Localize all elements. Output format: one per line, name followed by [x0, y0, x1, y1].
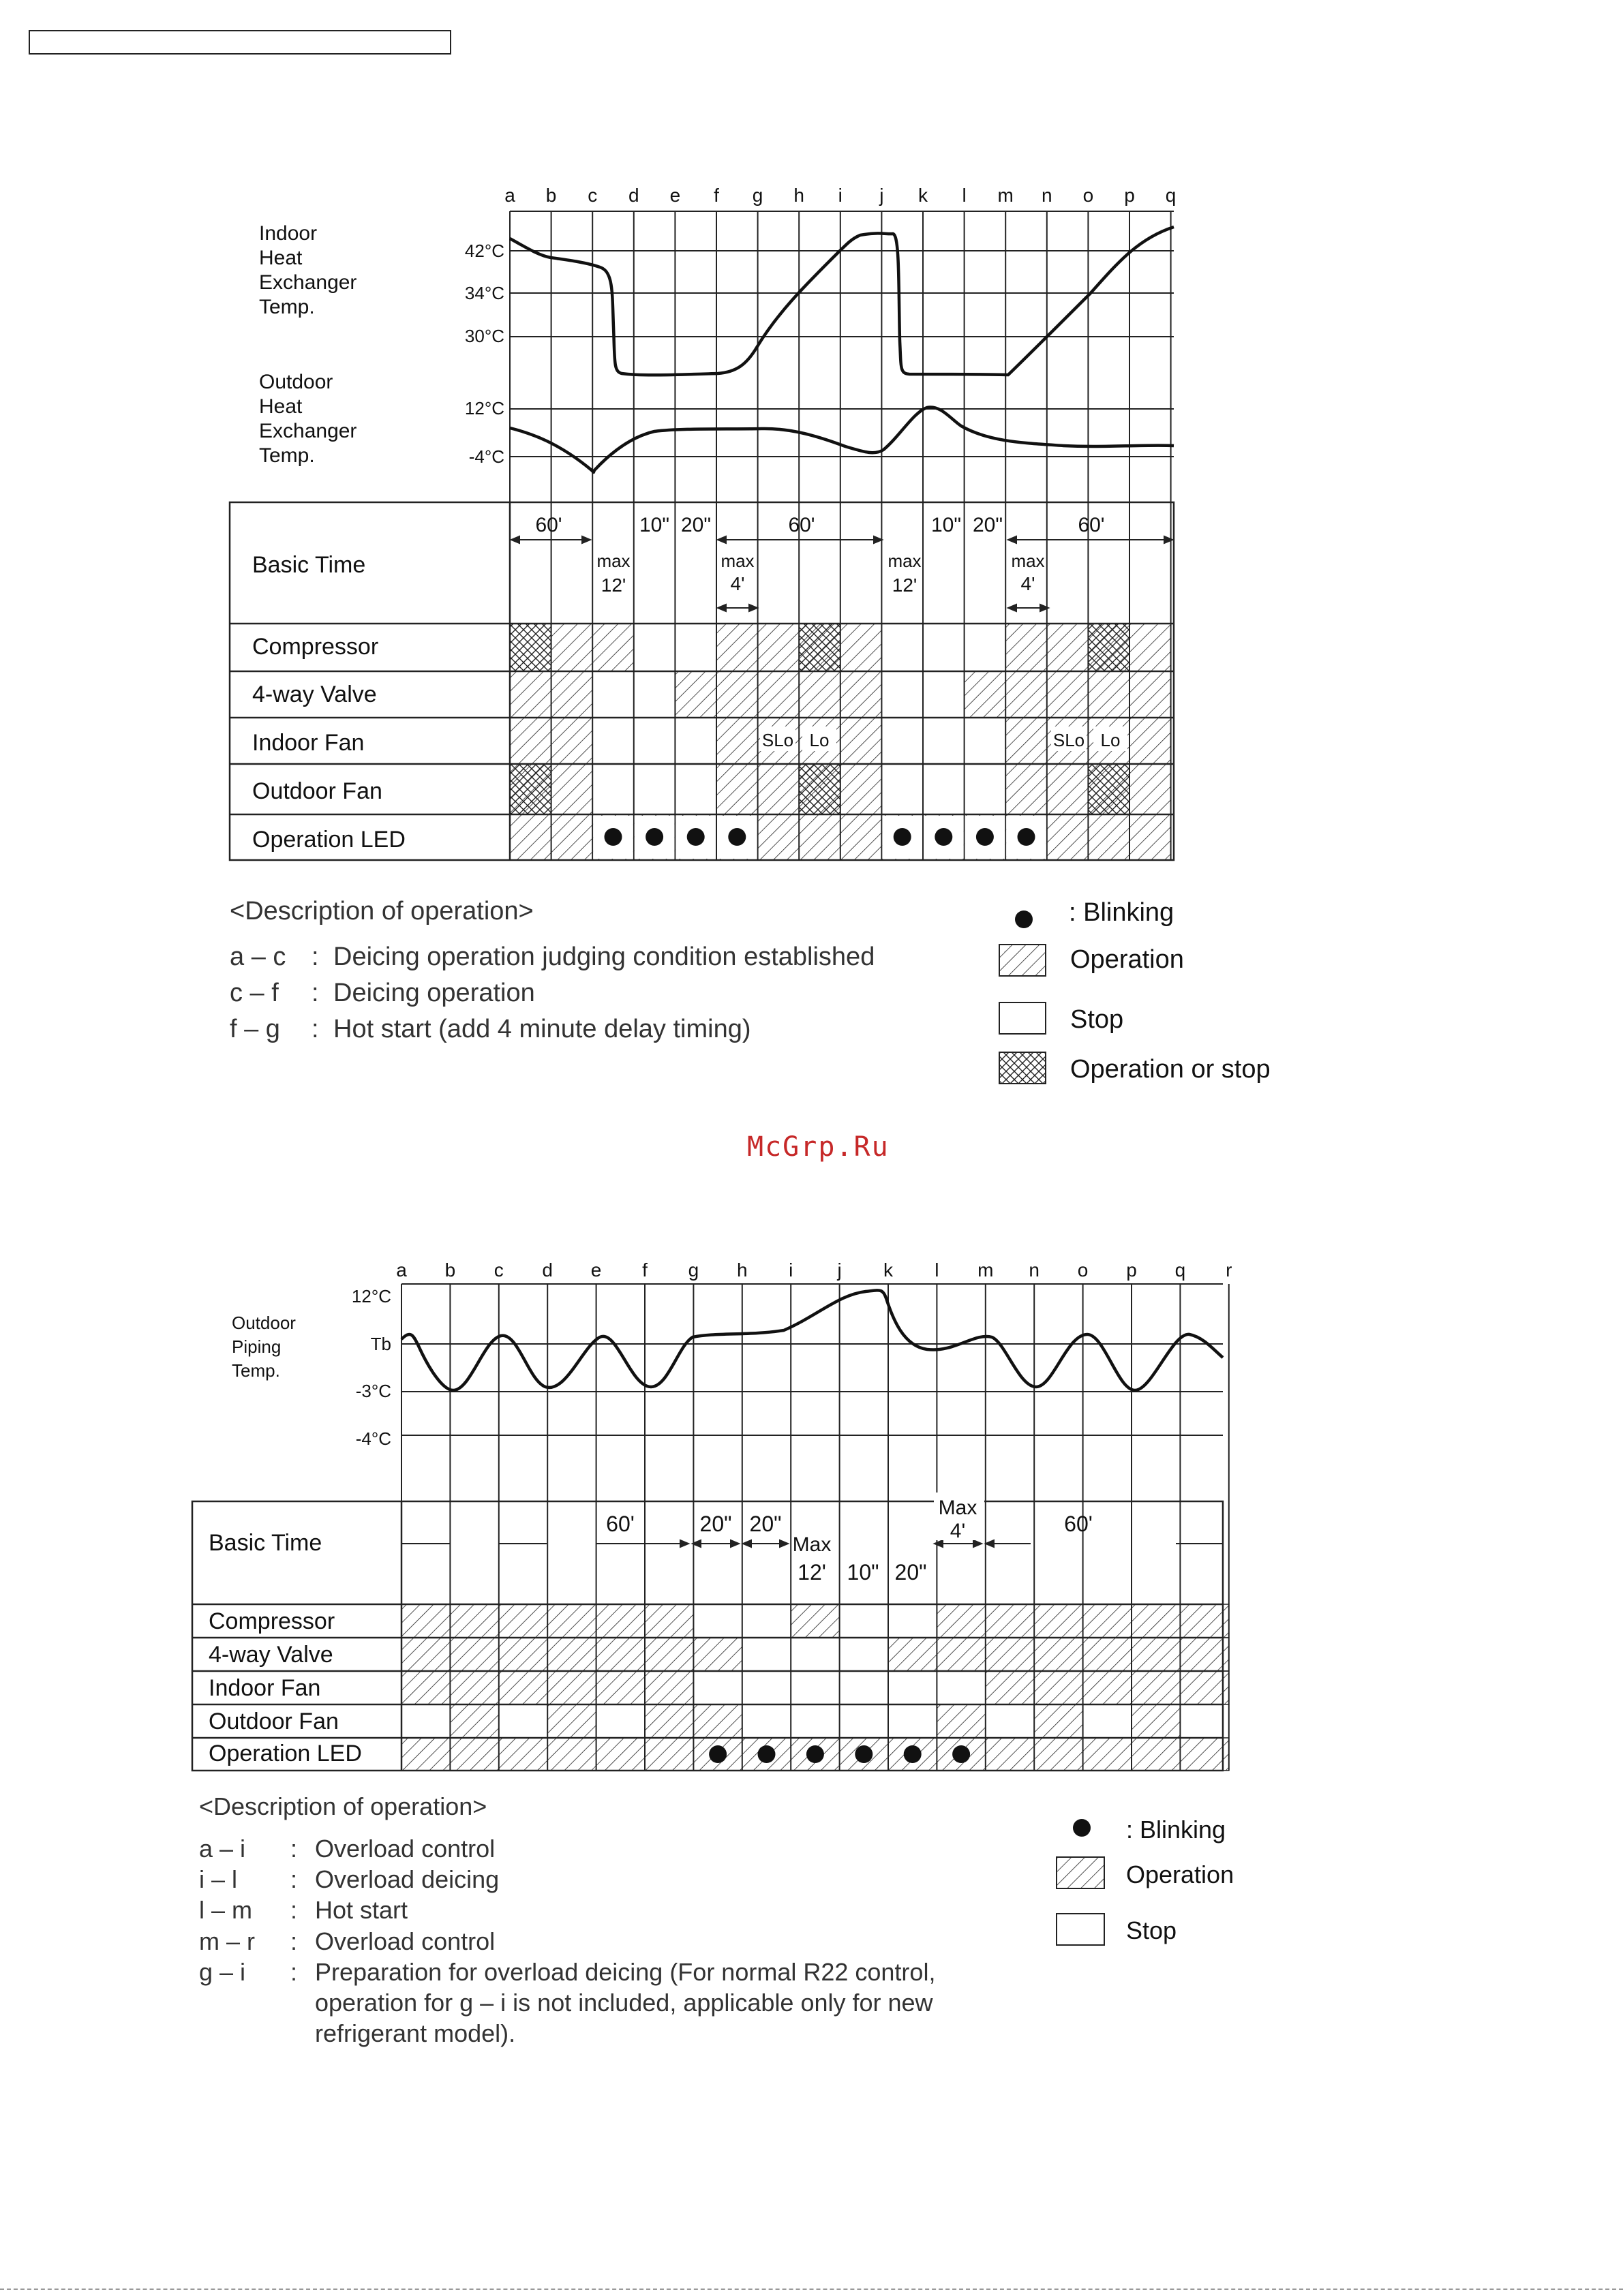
time-label: 12': [798, 1560, 826, 1585]
indoor-temp-label: [259, 222, 357, 318]
desc2-text: Overload control: [315, 1927, 496, 1955]
state-span: [1034, 1704, 1082, 1738]
legend1-operation: Operation: [1070, 945, 1184, 974]
chart1-row-labels: [252, 552, 406, 853]
column-letter: f: [642, 1259, 648, 1281]
desc2-sep: :: [290, 1865, 298, 1893]
time-label: 60': [606, 1512, 635, 1536]
outdoor-label-line: Heat: [259, 395, 303, 418]
column-letter: k: [883, 1259, 893, 1281]
row-4way-valve: 4-way Valve: [252, 682, 377, 707]
chart1-time-labels: [535, 514, 1104, 596]
state-span: [675, 671, 881, 718]
time-label: max: [596, 551, 631, 571]
desc1-text: Hot start (add 4 minute delay timing): [333, 1015, 751, 1043]
desc2-sep: :: [290, 1896, 298, 1924]
legend-operation-swatch: [999, 945, 1046, 976]
legend2-operation: Operation: [1126, 1861, 1234, 1888]
blink-dot: [687, 828, 705, 846]
time-label: max: [721, 551, 755, 571]
desc2-sep: :: [290, 1927, 298, 1955]
state-span: [799, 764, 840, 814]
time-label: 60': [1064, 1512, 1093, 1536]
state-span: [986, 1671, 1229, 1704]
column-letter: g: [752, 185, 763, 206]
legend1-stop: Stop: [1070, 1005, 1124, 1034]
column-letter: n: [1029, 1259, 1040, 1281]
column-letter: r: [1226, 1259, 1232, 1281]
desc2-text: Preparation for overload deicing (For normal R22 control,: [315, 1958, 936, 1986]
outdoor-label-line: Outdoor: [259, 371, 333, 393]
chart2: [192, 1259, 1232, 1771]
blink-dot: [806, 1745, 824, 1763]
state-span: [401, 1604, 693, 1638]
fan-speed-label: Lo: [1100, 730, 1121, 750]
blink-dot: [646, 828, 663, 846]
indoor-label-line: Indoor: [259, 222, 318, 245]
time-label: 60': [1078, 514, 1105, 536]
desc2-range: a – i: [199, 1835, 246, 1863]
column-letter: d: [628, 185, 639, 206]
legend-operation-swatch: [1057, 1857, 1104, 1888]
column-letter: k: [918, 185, 928, 206]
blink-dot: [728, 828, 746, 846]
chart1-time-arrows: [511, 536, 1172, 611]
blink-dot: [855, 1745, 873, 1763]
time-label: 20": [894, 1560, 927, 1585]
desc2-sep: :: [290, 1835, 298, 1863]
blink-dot: [1018, 828, 1035, 846]
basic-time-label: Basic Time: [252, 552, 366, 578]
column-letter: o: [1077, 1259, 1089, 1281]
column-letter: q: [1174, 1259, 1186, 1281]
column-letter: l: [962, 185, 967, 206]
desc2-text: Hot start: [315, 1896, 408, 1924]
column-letter: l: [935, 1259, 939, 1281]
state-span: [551, 624, 634, 671]
legend2-stop: Stop: [1126, 1916, 1177, 1944]
column-letter: n: [1042, 185, 1052, 206]
state-span: [1088, 764, 1129, 814]
column-letter: h: [793, 185, 804, 206]
state-span: [888, 1638, 1229, 1671]
blink-dot: [952, 1745, 970, 1763]
desc1-range: f – g: [230, 1015, 280, 1043]
column-letter: g: [688, 1259, 699, 1281]
state-span: [510, 718, 592, 764]
row-operation-led: Operation LED: [252, 827, 406, 853]
desc2-range: l – m: [199, 1896, 253, 1924]
desc1-text: Deicing operation judging condition established: [333, 943, 875, 971]
time-label: 20": [680, 514, 712, 536]
indoor-label-line: Temp.: [259, 296, 315, 318]
state-span: [937, 1604, 1228, 1638]
desc1-range: a – c: [230, 943, 286, 971]
time-label: 60': [535, 514, 562, 536]
state-span: [1132, 1704, 1180, 1738]
legend-stop-swatch: [999, 1002, 1046, 1034]
outdoor-temp-curve: [510, 407, 1174, 472]
time-label: 10": [930, 514, 962, 536]
basic-time-label: Basic Time: [209, 1530, 322, 1556]
column-letter: q: [1165, 185, 1177, 206]
tick-12: 12°C: [464, 398, 504, 418]
piping-label-line: Outdoor: [232, 1313, 296, 1333]
tick-30: 30°C: [464, 326, 504, 346]
time-label: 12': [892, 575, 917, 596]
column-letter: a: [504, 185, 515, 206]
time-label: 10": [639, 514, 670, 536]
legend-operation-or-stop-swatch: [999, 1052, 1046, 1084]
outdoor-piping-temp-curve: [401, 1290, 1223, 1390]
row-indoor-fan: Indoor Fan: [252, 730, 365, 756]
column-letter: b: [545, 185, 557, 206]
outdoor-label-line: Exchanger: [259, 420, 357, 442]
column-letter: e: [669, 185, 681, 206]
column-letter: e: [590, 1259, 602, 1281]
time-label: 4': [730, 573, 745, 594]
column-letter: c: [494, 1259, 504, 1281]
row-4way-valve: 4-way Valve: [209, 1642, 333, 1668]
state-span: [547, 1704, 596, 1738]
chart2-column-letters: [396, 1259, 1232, 1281]
state-span: [401, 1638, 742, 1671]
state-span: [791, 1604, 839, 1638]
desc2-text: refrigerant model).: [315, 2019, 516, 2047]
state-span: [1005, 718, 1170, 764]
time-label: 12': [601, 575, 626, 596]
desc2-range: g – i: [199, 1958, 246, 1986]
time-label: max: [888, 551, 922, 571]
column-letter: c: [588, 185, 598, 206]
chart2-row-labels: [209, 1530, 362, 1766]
column-letter: j: [879, 185, 884, 206]
piping-label-line: Temp.: [232, 1360, 280, 1381]
row-outdoor-fan: Outdoor Fan: [209, 1709, 339, 1734]
desc1-title: <Description of operation>: [230, 897, 534, 925]
legend-blink-dot: [1015, 910, 1033, 928]
legend-stop-swatch: [1057, 1914, 1104, 1945]
desc2-list: [199, 1835, 1017, 2060]
state-span: [510, 624, 551, 671]
time-label: Max: [938, 1497, 977, 1519]
desc1-sep: :: [312, 943, 319, 971]
row-operation-led: Operation LED: [209, 1741, 362, 1766]
time-label: 60': [788, 514, 815, 536]
fan-speed-label: Lo: [809, 730, 830, 750]
tick-minus4: -4°C: [355, 1428, 391, 1449]
desc2-range: m – r: [199, 1927, 256, 1955]
column-letter: f: [714, 185, 719, 206]
fan-speed-label: SLo: [1052, 730, 1085, 750]
desc1-text: Deicing operation: [333, 979, 535, 1007]
time-label: 20": [749, 1512, 782, 1536]
row-compressor: Compressor: [209, 1608, 335, 1634]
desc2-sep: :: [290, 1958, 298, 1986]
column-letter: b: [444, 1259, 456, 1281]
state-span: [450, 1704, 498, 1738]
blink-dot: [709, 1745, 727, 1763]
blink-dot: [976, 828, 994, 846]
column-letter: o: [1082, 185, 1094, 206]
tick-34: 34°C: [464, 283, 504, 303]
time-label: 20": [972, 514, 1003, 536]
fan-speed-label: SLo: [761, 730, 794, 750]
piping-label-line: Piping: [232, 1336, 282, 1357]
desc2-text: Overload control: [315, 1835, 496, 1863]
column-letter: i: [789, 1259, 793, 1281]
chart1-temp-ticks: [465, 241, 504, 467]
column-letter: m: [997, 185, 1014, 206]
row-indoor-fan: Indoor Fan: [209, 1675, 321, 1701]
state-span: [645, 1704, 742, 1738]
state-span: [965, 671, 1171, 718]
tick-minus3: -3°C: [355, 1381, 391, 1401]
desc2-title: <Description of operation>: [199, 1792, 487, 1820]
column-letter: p: [1126, 1259, 1137, 1281]
watermark: McGrp.Ru: [747, 1131, 890, 1163]
piping-temp-label: [232, 1313, 296, 1381]
row-compressor: Compressor: [252, 634, 379, 660]
time-label: 4': [950, 1520, 966, 1542]
desc2-text: operation for g – i is not included, applicable only for new: [315, 1989, 933, 2017]
outdoor-label-line: Temp.: [259, 444, 315, 467]
indoor-temp-curve: [510, 227, 1174, 375]
desc1-sep: :: [312, 1015, 319, 1043]
blink-dot: [758, 1745, 776, 1763]
tick-tb: Tb: [370, 1334, 391, 1354]
legend1-swatches: [999, 910, 1046, 1084]
column-letter: d: [542, 1259, 553, 1281]
indoor-label-line: Exchanger: [259, 271, 357, 294]
column-letter: h: [737, 1259, 748, 1281]
legend2-blinking: : Blinking: [1126, 1816, 1226, 1843]
chart2-temp-ticks: [352, 1286, 391, 1449]
time-label: 10": [847, 1560, 879, 1585]
blink-dot: [605, 828, 622, 846]
state-span: [716, 718, 881, 764]
blink-dot: [935, 828, 952, 846]
state-span: [1088, 624, 1129, 671]
legend2-swatches: [1057, 1819, 1104, 1945]
time-label: 20": [699, 1512, 732, 1536]
column-letter: i: [838, 185, 843, 206]
row-outdoor-fan: Outdoor Fan: [252, 778, 382, 804]
state-span: [799, 624, 840, 671]
time-label: Max: [792, 1533, 832, 1556]
chart1: [230, 185, 1176, 860]
legend1-blinking: : Blinking: [1069, 898, 1174, 927]
chart2-time-labels: [606, 1493, 1093, 1585]
state-span: [401, 1671, 693, 1704]
chart1-column-letters: [504, 185, 1176, 206]
outdoor-temp-label: [259, 371, 357, 467]
tick-minus4: -4°C: [468, 446, 504, 467]
legend1-operation-or-stop: Operation or stop: [1070, 1055, 1271, 1084]
desc1-range: c – f: [230, 979, 279, 1007]
blink-dot: [894, 828, 911, 846]
tick-12: 12°C: [351, 1286, 391, 1306]
time-label: max: [1011, 551, 1045, 571]
column-letter: p: [1124, 185, 1135, 206]
desc1-list: [230, 943, 980, 1058]
legend-blink-dot: [1073, 1819, 1091, 1837]
blink-dot: [904, 1745, 922, 1763]
desc2-text: Overload deicing: [315, 1865, 500, 1893]
tick-42: 42°C: [464, 241, 504, 261]
column-letter: j: [837, 1259, 842, 1281]
state-span: [510, 671, 592, 718]
state-span: [937, 1704, 985, 1738]
page-bottom-rule: [0, 2289, 1623, 2290]
chart1-fan-labels: [760, 726, 1127, 751]
time-label: 4': [1020, 573, 1035, 594]
column-letter: a: [396, 1259, 407, 1281]
state-span: [510, 764, 551, 814]
column-letter: m: [977, 1259, 994, 1281]
desc1-sep: :: [312, 979, 319, 1007]
indoor-label-line: Heat: [259, 247, 303, 269]
desc2-range: i – l: [199, 1865, 238, 1893]
